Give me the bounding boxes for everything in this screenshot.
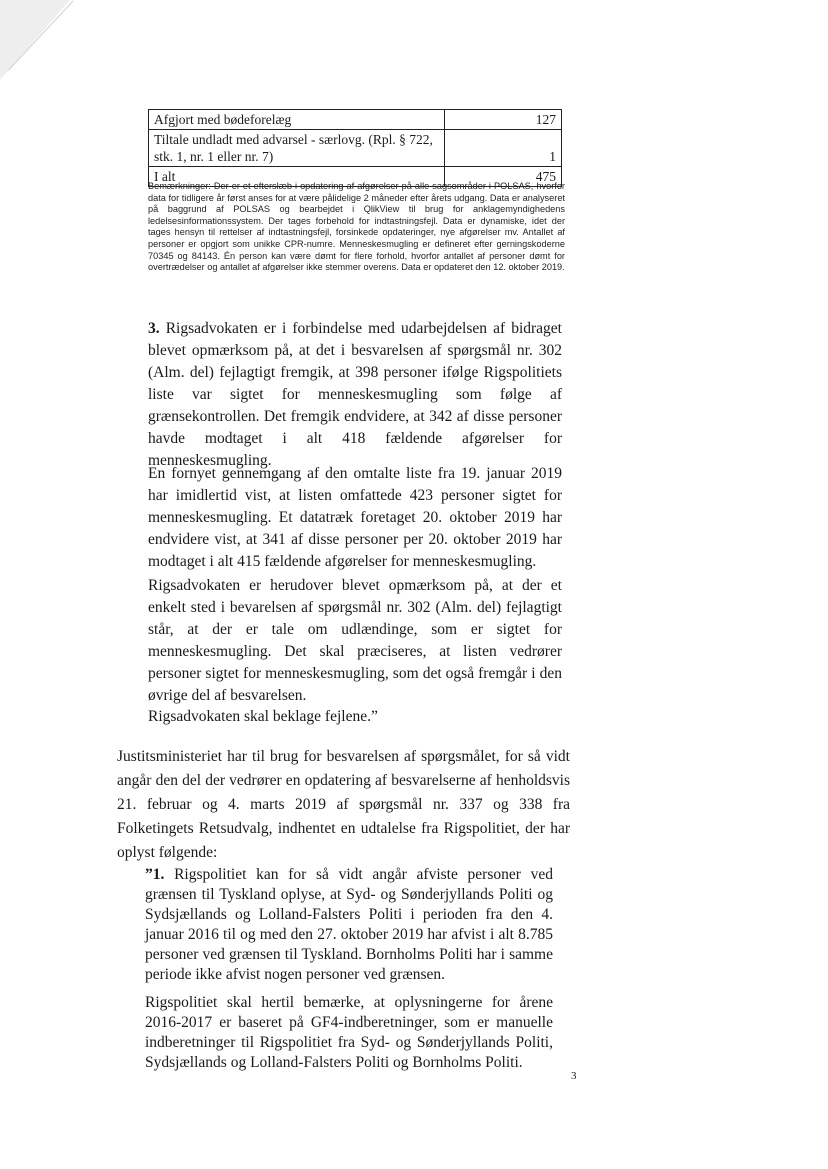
paragraph-number: 3. <box>148 320 160 337</box>
table-cell-label: Afgjort med bødeforelæg <box>149 110 445 130</box>
table-cell-label: I alt <box>149 167 445 187</box>
table-cell-value: 1 <box>445 130 562 167</box>
quote-paragraph-2: En fornyet gennemgang af den omtalte liste fra 19. januar 2019 har imidlertid vist, at listen omfattede 423 personer sigtet for menneskesmugling. Et datatræk foretaget 20. oktober 2019 har endvidere vist, at 341 af disse personer per 20. oktober 2019 har modtaget i alt 415 fældende afgørelser for menneskesmugling. <box>148 465 562 570</box>
table-cell-label: Tiltale undladt med advarsel - særlovg. (Rpl. § 722, stk. 1, nr. 1 eller nr. 7) <box>149 130 445 167</box>
quote-paragraph-1 <box>148 318 562 472</box>
quote-paragraph-3: Rigsadvokaten er herudover blevet opmærksom på, at der et enkelt sted i bevarelsen af spørgsmål nr. 302 (Alm. del) fejlagtigt står, at der er tale om udlændinge, som er sigtet for menneskesmugling. Det skal præciseres, at listen vedrører personer sigtet for menneskesmugling, som det også fremgår i den øvrige del af besvarelsen. <box>148 577 562 704</box>
table-cell-value: 127 <box>445 110 562 130</box>
table-cell-value: 475 <box>445 167 562 187</box>
rigspolitiet-paragraph-1 <box>145 865 553 985</box>
paragraph-text: Rigsadvokaten er i forbindelse med udarbejdelsen af bidraget blevet opmærksom på, at det i besvarelsen af spørgsmål nr. 302 (Alm. del) fejlagtigt fremgik, at 398 personer ifølge Rigspolitiets liste var sigtet for menneskesmugling som følge af grænsekontrollen. Det fremgik endvidere, at 342 af disse personer havde modtaget i alt 418 fældende afgørelser for menneskesmugling. <box>148 320 562 469</box>
table-row <box>149 130 562 167</box>
quote-paragraph-4: Rigsadvokaten skal beklage fejlene.” <box>148 708 378 725</box>
page-number: 3 <box>571 1070 577 1082</box>
paragraph-text: Rigspolitiet kan for så vidt angår afviste personer ved grænsen til Tyskland oplyse, at Syd- og Sønderjyllands Politi og Sydsjællands og Lolland-Falsters Politi i perioden fra den 4. januar 2016 til og med den 27. oktober 2019 har afvist i alt 8.785 personer ved grænsen til Tyskland. Bornholms Politi har i samme periode ikke afvist nogen personer ved grænsen. <box>145 866 553 983</box>
table-row <box>149 110 562 130</box>
table-footnote: Bemærkninger: Der er et efterslæb i opdatering af afgørelser på alle sagsområder i POLSAS, hvorfor data for tidligere år først anses for at være pålidelige 2 måneder efter årets udgang. Data er analyseret på baggrund af POLSAS og bearbejdet i QlikView til brug for anklagemyndighedens ledelsesinformationssystem. Der tages forbehold for indtastningsfejl. Data er dynamiske, idet der tages hensyn til rettelser af indtastningsfejl, forsinkede opdateringer, nye afgørelser mv. Antallet af personer er opgjort som unikke CPR-numre. Menneskesmugling er defineret efter gerningskoderne 70345 og 84143. Én person kan være dømt for flere forhold, hvorfor antallet af personer dømt for overtrædelser og antallet af afgørelser ikke stemmer overens. Data er opdateret den 12. oktober 2019. <box>148 181 565 273</box>
rigspolitiet-paragraph-2: Rigspolitiet skal hertil bemærke, at oplysningerne for årene 2016-2017 er baseret på GF4-indberetninger, som er manuelle indberetninger til Rigspolitiet fra Syd- og Sønderjyllands Politi, Sydsjællands og Lolland-Falsters Politi og Bornholms Politi. <box>145 994 553 1071</box>
statistics-table <box>148 109 562 187</box>
body-paragraph-1: Justitsministeriet har til brug for besvarelsen af spørgsmålet, for så vidt angår den del der vedrører en opdatering af besvarelserne af henholdsvis 21. februar og 4. marts 2019 af spørgsmål nr. 337 og 338 fra Folketingets Retsudvalg, indhentet en udtalelse fra Rigspolitiet, der har oplyst følgende: <box>117 748 570 861</box>
paragraph-number: ”1. <box>145 866 165 883</box>
